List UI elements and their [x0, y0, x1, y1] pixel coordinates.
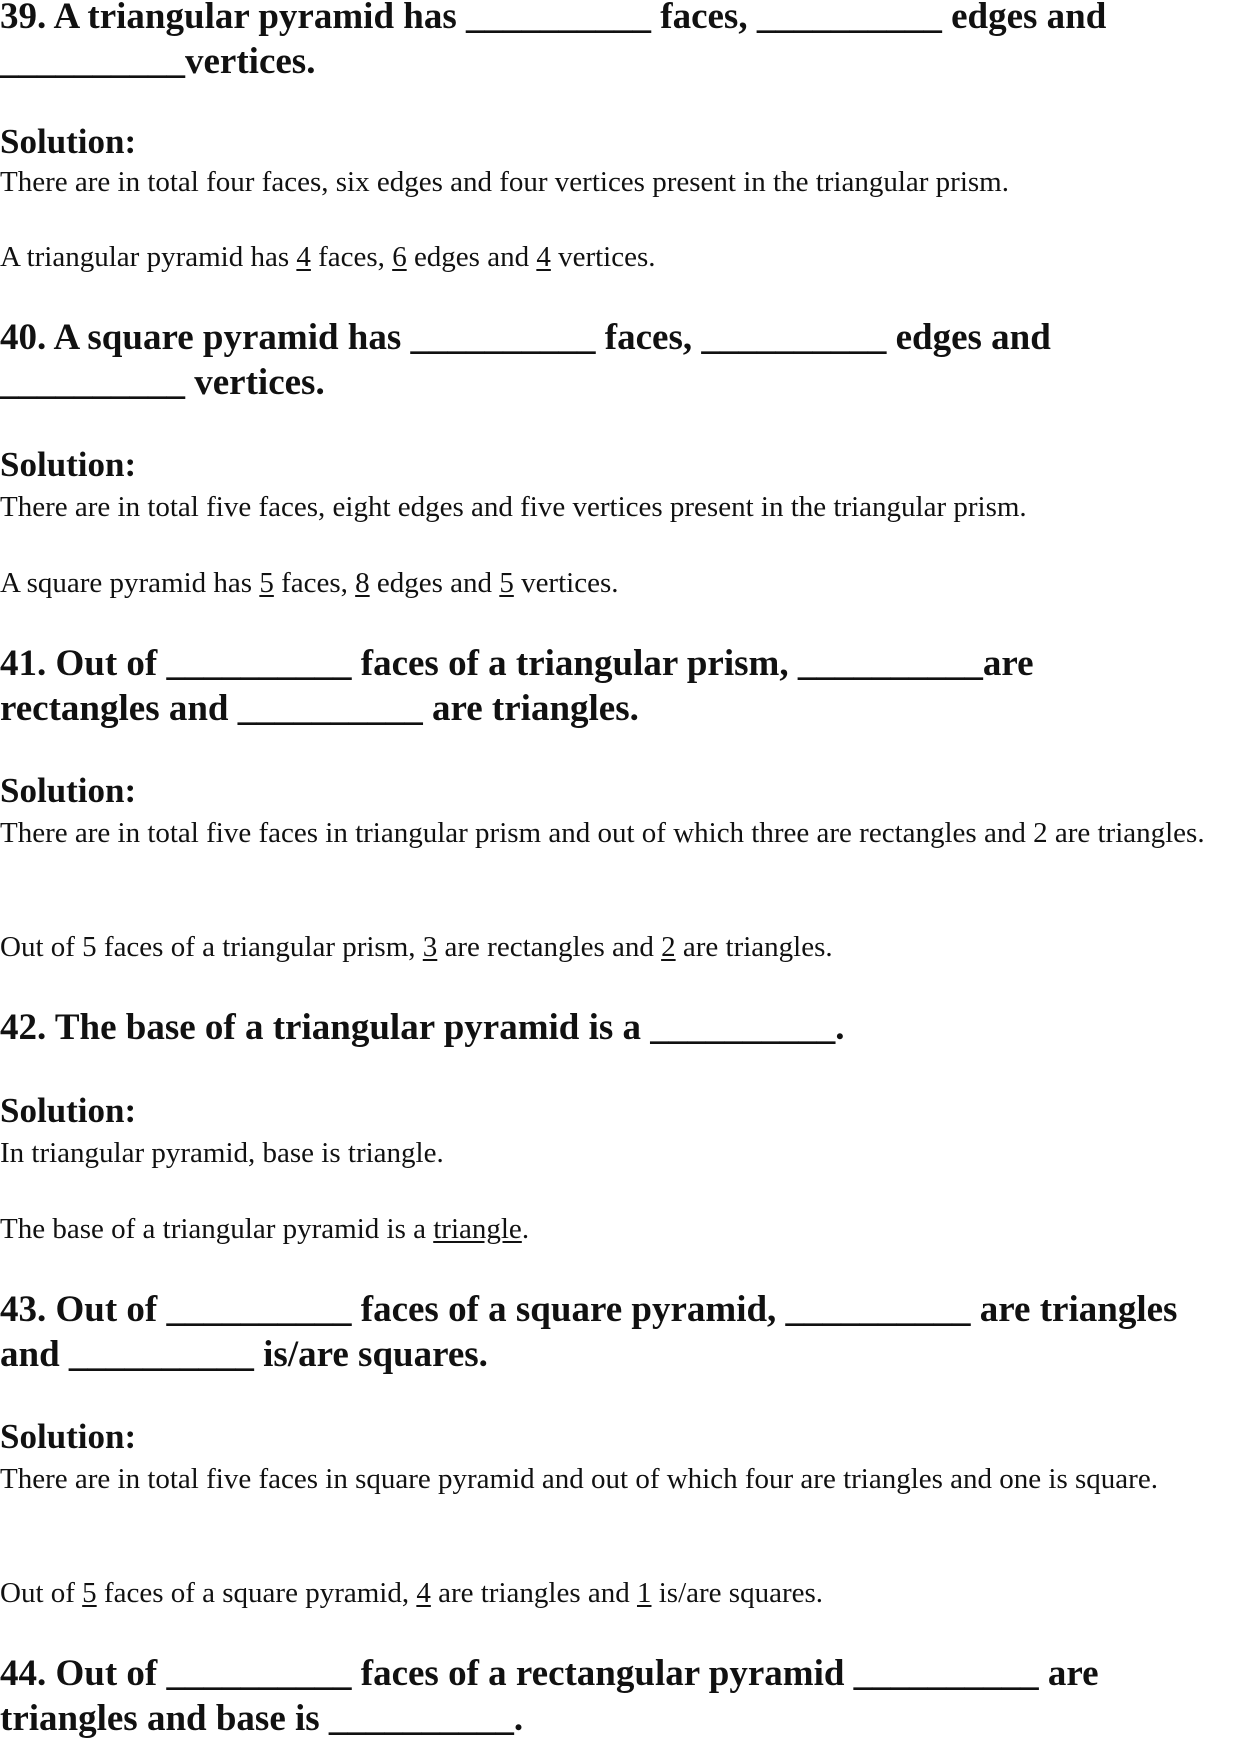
- question-39: [0, 0, 1236, 84]
- answer-text: vertices.: [513, 567, 619, 599]
- answer-value-base: triangle: [433, 1213, 522, 1245]
- solution-39-answer: [0, 238, 1232, 276]
- answer-value-rectangles: 3: [422, 931, 438, 963]
- answer-text: faces,: [273, 567, 356, 599]
- question-39-line-1: 39. A triangular pyramid has __________ faces, __________ edges and: [0, 0, 1107, 37]
- question-40-line-1: 40. A square pyramid has __________ faces, __________ edges and: [0, 317, 1051, 358]
- solution-41-explanation: There are in total five faces in triangular prism and out of which three are rectangles and 2 are triangles.: [0, 817, 1205, 849]
- answer-text: .: [521, 1213, 530, 1245]
- solution-label-40: Solution:: [0, 445, 137, 484]
- answer-text: Out of 5 faces of a triangular prism,: [0, 931, 423, 963]
- solution-40-explanation: There are in total five faces, eight edges and five vertices present in the triangular prism.: [0, 491, 1027, 523]
- solution-label-43: Solution:: [0, 1417, 137, 1456]
- question-44-line-1: 44. Out of __________ faces of a rectangular pyramid __________ are: [0, 1653, 1099, 1694]
- answer-value-vertices: 5: [499, 567, 514, 599]
- solution-40-answer: [0, 564, 1232, 602]
- question-44-line-2: triangles and base is __________.: [0, 1698, 524, 1739]
- answer-value-faces: 5: [82, 1577, 97, 1609]
- question-42: [0, 1005, 1236, 1050]
- solution-42-explanation: In triangular pyramid, base is triangle.: [0, 1137, 444, 1169]
- question-43-line-2: and __________ is/are squares.: [0, 1334, 488, 1375]
- answer-text: The base of a triangular pyramid is a: [0, 1213, 434, 1245]
- answer-text: are triangles and: [430, 1577, 637, 1609]
- answer-value-edges: 8: [355, 567, 370, 599]
- answer-text: is/are squares.: [651, 1577, 824, 1609]
- answer-value-triangles: 4: [416, 1577, 431, 1609]
- solution-42-answer: [0, 1210, 1232, 1248]
- question-40: [0, 315, 1236, 405]
- answer-text: edges and: [406, 241, 537, 273]
- question-39-line-2: __________vertices.: [0, 41, 316, 82]
- question-42-line-1: 42. The base of a triangular pyramid is a __________.: [0, 1007, 845, 1048]
- question-41-line-1: 41. Out of __________ faces of a triangular prism, __________are: [0, 643, 1034, 684]
- answer-text: edges and: [369, 567, 500, 599]
- solution-43-explanation: There are in total five faces in square pyramid and out of which four are triangles and one is square.: [0, 1463, 1158, 1495]
- answer-value-faces: 5: [259, 567, 274, 599]
- answer-text: are triangles.: [675, 931, 833, 963]
- answer-text: faces of a square pyramid,: [96, 1577, 417, 1609]
- question-41-line-2: rectangles and __________ are triangles.: [0, 688, 639, 729]
- solution-label-41: Solution:: [0, 771, 137, 810]
- solution-label-42: Solution:: [0, 1091, 137, 1130]
- question-43-line-1: 43. Out of __________ faces of a square pyramid, __________ are triangles: [0, 1289, 1178, 1330]
- answer-text: A square pyramid has: [0, 567, 260, 599]
- answer-value-faces: 4: [296, 241, 311, 273]
- solution-43-answer: [0, 1574, 1232, 1612]
- answer-value-vertices: 4: [536, 241, 551, 273]
- solution-39-explanation: There are in total four faces, six edges and four vertices present in the triangular prism.: [0, 166, 1009, 198]
- answer-text: vertices.: [550, 241, 656, 273]
- answer-text: Out of: [0, 1577, 83, 1609]
- solution-41-answer: [0, 928, 1232, 966]
- answer-text: faces,: [310, 241, 393, 273]
- question-44: [0, 1651, 1236, 1741]
- question-41: [0, 641, 1236, 731]
- answer-value-edges: 6: [392, 241, 407, 273]
- answer-text: A triangular pyramid has: [0, 241, 297, 273]
- question-40-line-2: __________ vertices.: [0, 362, 325, 403]
- answer-value-squares: 1: [636, 1577, 652, 1609]
- solution-label-39: Solution:: [0, 122, 137, 161]
- answer-text: are rectangles and: [437, 931, 662, 963]
- question-43: [0, 1287, 1236, 1377]
- answer-value-triangles: 2: [661, 931, 676, 963]
